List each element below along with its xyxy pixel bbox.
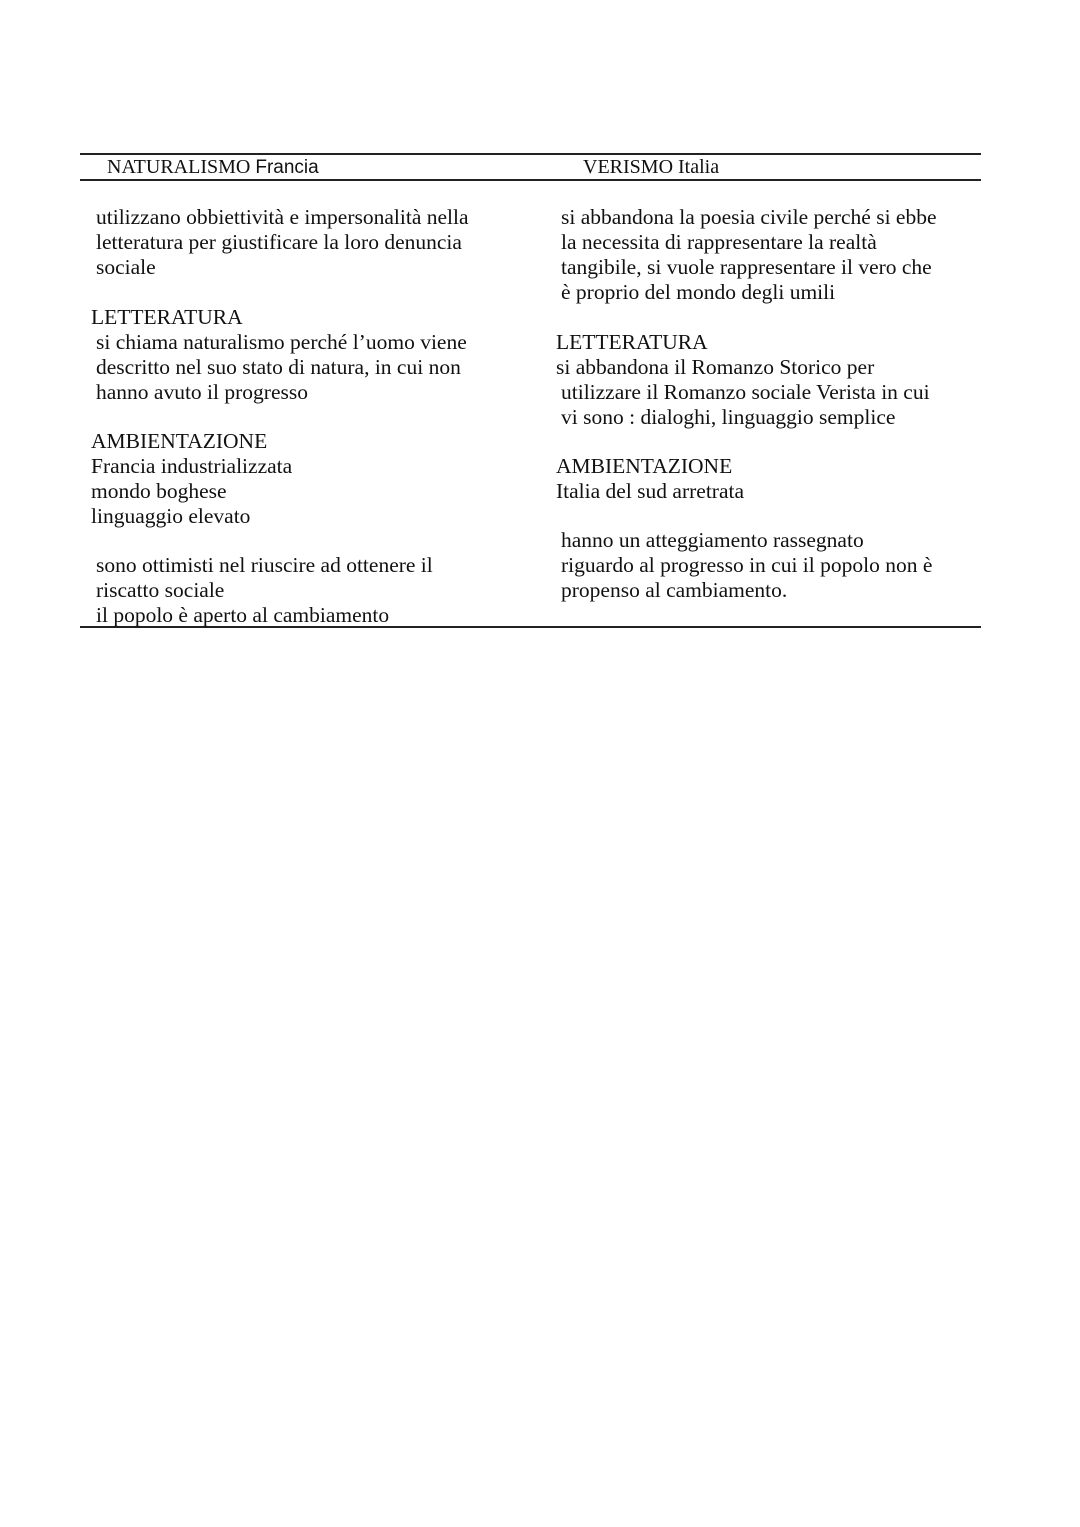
section-heading: AMBIENTAZIONE	[91, 429, 268, 453]
header-sub: Francia	[255, 157, 319, 178]
section-heading: LETTERATURA	[91, 305, 243, 329]
text-line: vi sono : dialoghi, linguaggio semplice	[561, 405, 896, 429]
text-line: Italia del sud arretrata	[556, 479, 745, 503]
text-line: si chiama naturalismo perché l’uomo viene	[96, 330, 467, 354]
text-line: sociale	[96, 255, 156, 279]
header-main: VERISMO	[583, 156, 674, 178]
text-line: letteratura per giustificare la loro denuncia	[96, 230, 462, 254]
text-line: riscatto sociale	[96, 578, 225, 602]
text-line: riguardo al progresso in cui il popolo non è	[561, 553, 933, 577]
text-line: la necessita di rappresentare la realtà	[561, 230, 877, 254]
text-line: descritto nel suo stato di natura, in cui non	[96, 355, 461, 379]
text-line: tangibile, si vuole rappresentare il vero che	[561, 255, 932, 279]
text-line: utilizzano obbiettività e impersonalità nella	[96, 205, 469, 229]
text-line: il popolo è aperto al cambiamento	[96, 603, 390, 627]
text-line: mondo boghese	[91, 479, 227, 503]
header-sub: Italia	[678, 156, 720, 178]
text-line: sono ottimisti nel riuscire ad ottenere il	[96, 553, 433, 577]
header-main: NATURALISMO	[107, 156, 251, 178]
text-line: è proprio del mondo degli umili	[561, 280, 836, 304]
section-heading: AMBIENTAZIONE	[556, 454, 733, 478]
text-line: linguaggio elevato	[91, 504, 251, 528]
column-header-verismo	[583, 155, 719, 179]
text-line: si abbandona il Romanzo Storico per	[556, 355, 875, 379]
text-line: hanno avuto il progresso	[96, 380, 308, 404]
text-line: Francia industrializzata	[91, 454, 293, 478]
text-line: utilizzare il Romanzo sociale Verista in cui	[561, 380, 930, 404]
text-line: hanno un atteggiamento rassegnato	[561, 528, 864, 552]
section-heading: LETTERATURA	[556, 330, 708, 354]
text-line: propenso al cambiamento.	[561, 578, 788, 602]
column-header-naturalismo	[107, 155, 319, 180]
text-line: si abbandona la poesia civile perché si ebbe	[561, 205, 937, 229]
